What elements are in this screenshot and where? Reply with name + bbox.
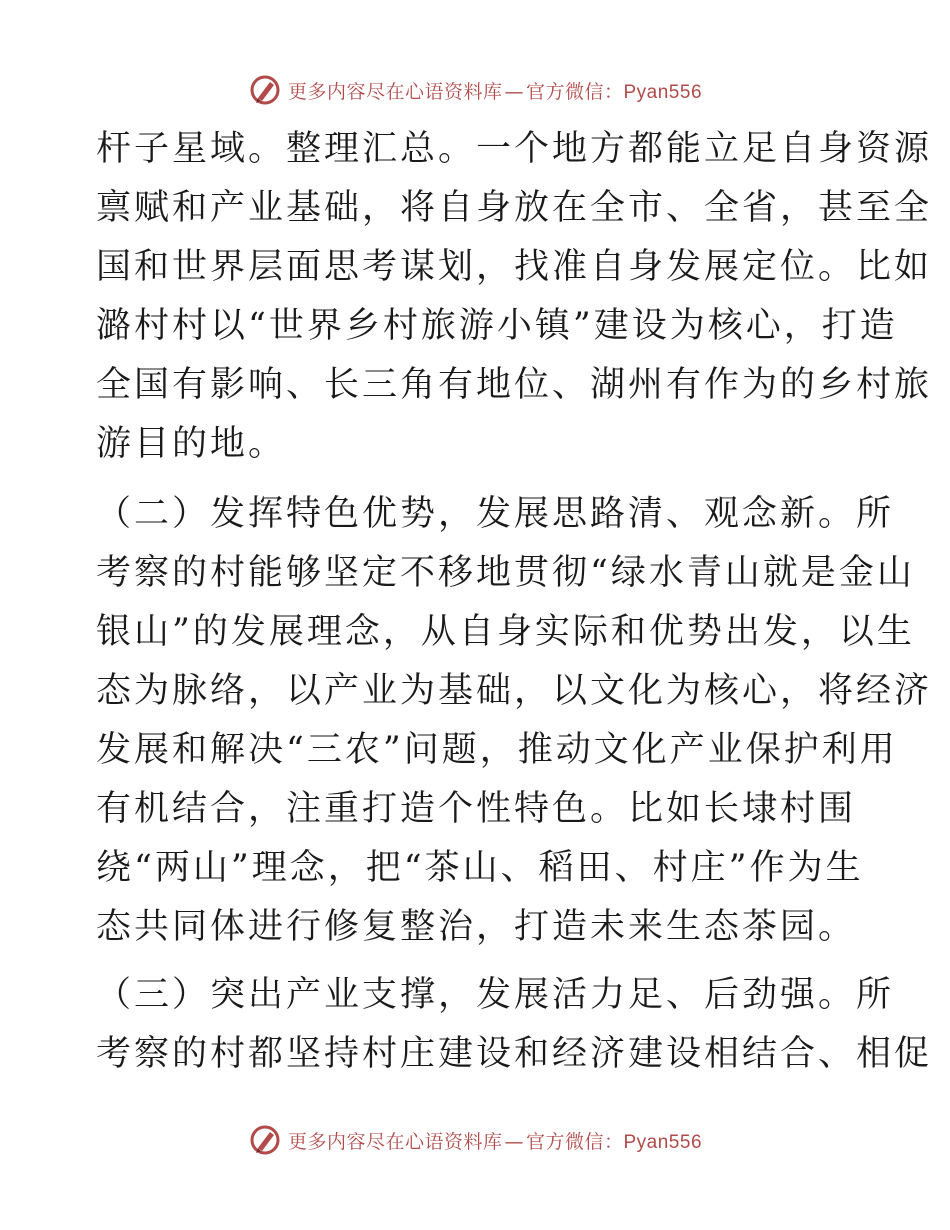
- text-line: 全国有影响、长三角有地位、湖州有作为的乡村旅: [96, 365, 933, 405]
- text-line: 禀赋和产业基础，将自身放在全市、全省，甚至全: [96, 188, 933, 228]
- text-line: 杆子星域。整理汇总。一个地方都能立足自身资源: [96, 129, 933, 169]
- watermark-text: 更多内容尽在心语资料库 — 官方微信：Pyan556: [287, 80, 703, 103]
- paragraph-2: [96, 485, 933, 957]
- text-line: 发展和解决“三农”问题，推动文化产业保护利用: [96, 730, 898, 770]
- pen-logo-icon: [248, 1123, 282, 1157]
- text-line: 绕“两山”理念，把“茶山、稻田、村庄”作为生: [96, 848, 864, 888]
- watermark-footer: [0, 1120, 950, 1160]
- paragraph-1: [96, 120, 933, 474]
- text-line: 游目的地。: [96, 424, 287, 464]
- watermark-header: [0, 70, 950, 110]
- text-line: 态共同体进行修复整治，打造未来生态茶园。: [96, 907, 857, 947]
- text-line: 银山”的发展理念，从自身实际和优势出发，以生: [96, 612, 915, 652]
- text-line: 态为脉络，以产业为基础，以文化为核心，将经济: [96, 671, 933, 711]
- text-line: 考察的村都坚持村庄建设和经济建设相结合、相促: [96, 1034, 933, 1074]
- text-line: 国和世界层面思考谋划，找准自身发展定位。比如: [96, 247, 933, 287]
- pen-logo-icon: [248, 73, 282, 107]
- text-line: 有机结合，注重打造个性特色。比如长埭村围: [96, 789, 857, 829]
- text-line: （三）突出产业支撑，发展活力足、后劲强。所: [96, 975, 895, 1015]
- paragraph-3: [96, 966, 933, 1084]
- watermark-text: 更多内容尽在心语资料库 — 官方微信：Pyan556: [287, 1130, 703, 1153]
- text-line: （二）发挥特色优势，发展思路清、观念新。所: [96, 494, 895, 534]
- text-line: 考察的村能够坚定不移地贯彻“绿水青山就是金山: [96, 553, 915, 593]
- text-line: 潞村村以“世界乡村旅游小镇”建设为核心，打造: [96, 306, 898, 346]
